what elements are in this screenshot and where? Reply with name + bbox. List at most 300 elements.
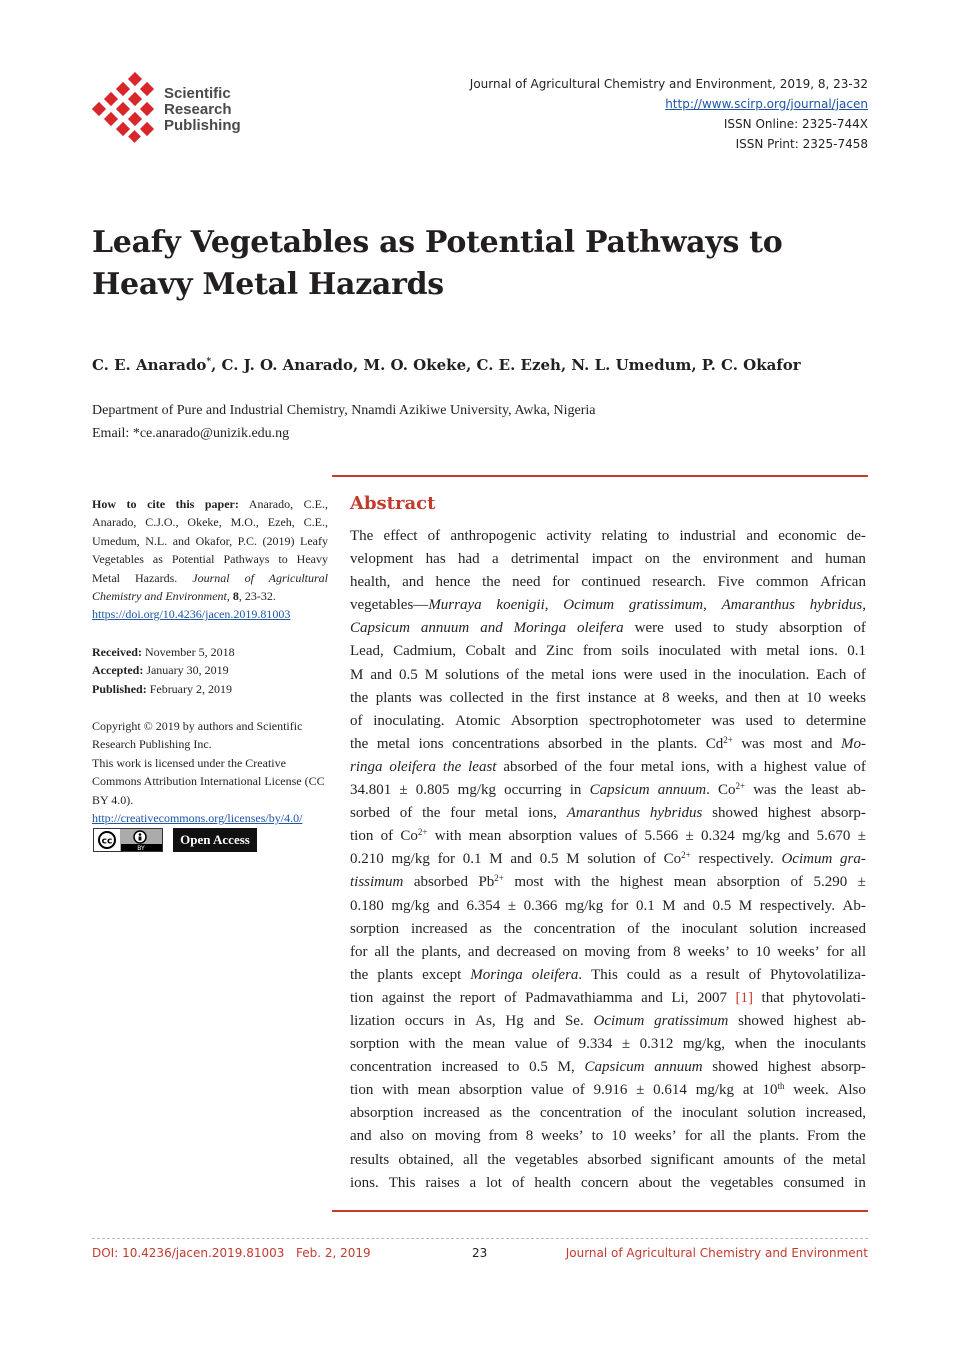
abstract-word <box>790 871 803 894</box>
text: report <box>459 989 496 1006</box>
open-access-badge[interactable]: Open Access <box>173 828 257 852</box>
text: 8 <box>673 943 681 960</box>
text: the <box>530 689 549 706</box>
abstract-word <box>813 871 847 894</box>
text: Hg <box>505 1012 524 1029</box>
abstract-line <box>350 1149 866 1172</box>
text: ions, <box>528 805 557 822</box>
abstract-word <box>584 756 602 779</box>
text: for <box>610 897 629 914</box>
abstract-word <box>793 1079 828 1102</box>
abstract-word <box>511 710 579 733</box>
abstract-word <box>755 687 781 710</box>
abstract-word <box>640 1033 674 1056</box>
abstract-word <box>422 964 461 987</box>
text: of <box>427 528 441 544</box>
text: the <box>350 966 369 983</box>
text: sorbed <box>350 805 390 822</box>
text: and <box>791 551 813 568</box>
text: Co <box>717 782 736 799</box>
text: against <box>381 989 425 1006</box>
abstract-word <box>584 1056 644 1079</box>
text: the <box>847 1128 866 1145</box>
abstract-word <box>490 1102 503 1125</box>
license-link[interactable]: http://creativecommons.org/licenses/by/4.0/ <box>92 811 303 826</box>
text: of <box>624 828 638 845</box>
abstract-word <box>592 1125 604 1148</box>
text: absorption <box>779 620 843 637</box>
text: from <box>488 1128 518 1145</box>
text: metal <box>832 1151 866 1168</box>
text: to <box>783 712 796 729</box>
abstract-word <box>794 1010 837 1033</box>
text: solution <box>749 920 798 937</box>
text: were <box>623 666 653 683</box>
text: the <box>350 689 369 706</box>
received-line <box>92 643 328 661</box>
text: on <box>644 551 660 568</box>
text: ions. <box>350 1174 379 1191</box>
text: at <box>643 689 655 706</box>
text: four <box>608 758 634 775</box>
abstract-word <box>710 1172 773 1195</box>
abstract-word <box>783 1149 796 1172</box>
text: tion <box>350 828 374 845</box>
text: Zinc <box>545 643 574 660</box>
abstract-word <box>445 664 499 687</box>
publisher-logo <box>92 72 252 146</box>
abstract-word <box>750 756 757 779</box>
abstract-word <box>825 548 866 571</box>
abstract-word <box>770 964 866 987</box>
text: phytovolati- <box>792 989 866 1006</box>
abstract-word <box>485 802 518 825</box>
italic-text: oleifera <box>389 758 437 775</box>
text: vegetables <box>514 1151 579 1168</box>
abstract-word <box>764 756 807 779</box>
abstract-word <box>492 548 499 571</box>
text: absorption <box>716 874 781 891</box>
text: first <box>555 689 581 706</box>
abstract-word <box>350 687 368 710</box>
abstract-word <box>756 571 809 594</box>
abstract-word <box>788 825 810 848</box>
text: of <box>748 966 762 983</box>
abstract-word <box>773 733 802 756</box>
text: of <box>853 666 866 683</box>
text: at <box>787 689 799 706</box>
text: the <box>422 805 441 822</box>
how-to-cite-label: How to cite this paper: <box>92 497 239 511</box>
abstract-word <box>478 871 503 894</box>
abstract-word <box>421 941 461 964</box>
abstract-word <box>399 779 407 802</box>
text: showed <box>712 1059 759 1076</box>
text: that <box>761 989 785 1006</box>
abstract-word <box>736 617 769 640</box>
text: most <box>514 874 544 891</box>
cc-by-icon <box>94 829 162 851</box>
text: and <box>533 1012 556 1029</box>
abstract-word <box>503 756 557 779</box>
text: was <box>753 782 777 799</box>
abstract-word <box>445 1033 463 1056</box>
abstract-line <box>350 1010 866 1033</box>
abstract-word <box>350 918 399 941</box>
abstract-word <box>622 1033 630 1056</box>
text: absorp- <box>820 1059 866 1076</box>
how-to-cite: How to cite this paper: Anarado, C.E., Anarado, C.J.O., Okeke, M.O., Ezeh, C.E., Umedum, N.L. and Okafor, P.C. (2019) Leafy Vegetables as Potential Pathways to Heavy Metal Hazards. Journal of Agricultural Chemistry and Environment, 8, 23-32. <box>92 497 329 604</box>
author-email: Email: *ce.anarado@unizik.edu.ng <box>92 426 290 441</box>
abstract-word <box>706 733 733 756</box>
text: 6.354 <box>466 897 501 914</box>
abstract-word <box>421 617 469 640</box>
issn-online: ISSN Online: 2325-744X <box>723 117 868 131</box>
abstract-word <box>470 1172 477 1195</box>
text: moving <box>584 943 631 960</box>
abstract-word <box>508 895 516 918</box>
affiliation: Department of Pure and Industrial Chemistry, Nnamdi Azikiwe University, Awka, Nigeria <box>92 403 596 418</box>
text: to <box>507 1059 520 1076</box>
affiliation-block <box>92 399 596 445</box>
abstract-line <box>350 710 866 733</box>
abstract-word <box>711 710 734 733</box>
abstract-line <box>350 594 866 617</box>
abstract-line <box>350 548 866 571</box>
superscript: 2+ <box>494 873 504 884</box>
abstract-word <box>817 825 851 848</box>
text: highest <box>793 1012 838 1029</box>
text: absorbed <box>548 735 603 752</box>
text: increased <box>809 920 866 937</box>
text: weeks’ <box>777 943 820 960</box>
abstract-word <box>350 1102 413 1125</box>
abstract-word <box>683 1033 725 1056</box>
text: showed <box>712 805 758 822</box>
abstract-word <box>496 594 548 617</box>
text: ions. <box>809 643 838 660</box>
abstract-word <box>450 802 475 825</box>
abstract-word <box>515 1033 547 1056</box>
abstract-word <box>467 895 501 918</box>
text: mg/kg <box>564 897 604 914</box>
text: raises <box>425 1174 460 1191</box>
abstract-word <box>510 848 532 871</box>
italic-text: least <box>468 758 497 775</box>
abstract-word <box>677 687 718 710</box>
text: of <box>572 1082 585 1099</box>
abstract-word <box>768 1056 811 1079</box>
text: ± <box>507 897 517 914</box>
text: all <box>374 943 390 960</box>
text: 9.916 <box>593 1082 628 1099</box>
text: plants. <box>657 735 698 752</box>
article-title-line2: Heavy Metal Hazards <box>92 267 444 302</box>
text: and <box>402 574 424 591</box>
text: of <box>853 758 866 775</box>
abstract-word <box>696 1079 734 1102</box>
text: highest <box>619 874 664 891</box>
abstract-word <box>473 1033 505 1056</box>
italic-text: tissimum <box>350 874 404 891</box>
abstract-word <box>718 571 745 594</box>
abstract-word <box>564 756 577 779</box>
text: with <box>716 758 744 775</box>
text: common <box>755 574 809 591</box>
abstract-word <box>350 617 410 640</box>
abstract-heading: Abstract <box>350 493 436 514</box>
abstract-word <box>463 1149 478 1172</box>
abstract-word <box>534 918 616 941</box>
italic-text: Moringa <box>470 966 523 983</box>
abstract-word <box>691 964 698 987</box>
abstract-word <box>374 941 389 964</box>
abstract-word <box>637 941 666 964</box>
text: of <box>506 666 519 683</box>
text: tion <box>350 989 374 1006</box>
abstract-word <box>534 1172 571 1195</box>
abstract-word <box>686 825 694 848</box>
text: 0.366 <box>523 897 558 914</box>
abstract-word <box>829 687 867 710</box>
text: vegetables <box>710 1174 774 1191</box>
abstract-word <box>350 871 403 894</box>
abstract-word <box>412 1125 427 1148</box>
footer-rule <box>92 1238 868 1239</box>
abstract-word <box>847 640 866 663</box>
text: Pb <box>478 874 495 891</box>
text: absorp- <box>820 805 866 822</box>
abstract-word <box>450 525 536 548</box>
abstract-word <box>671 987 688 1010</box>
text: in <box>610 735 623 752</box>
text: 0.5 <box>399 666 418 683</box>
abstract-word <box>504 918 522 941</box>
abstract-word <box>653 1079 687 1102</box>
abstract-word <box>552 571 570 594</box>
abstract-word <box>611 1125 626 1148</box>
text: and <box>370 666 393 683</box>
abstract-word <box>853 756 866 779</box>
text: from <box>582 643 613 660</box>
text: 0.312 <box>639 1036 674 1053</box>
text: of <box>627 920 640 937</box>
text: used <box>745 712 773 729</box>
abstract-line <box>350 1102 866 1125</box>
text: also <box>379 1128 404 1145</box>
text: the <box>583 758 603 775</box>
abstract-word <box>833 1149 866 1172</box>
accepted-line <box>92 661 328 679</box>
abstract-word <box>532 964 582 987</box>
text: Ab- <box>842 897 866 914</box>
abstract-word <box>425 1172 459 1195</box>
doi-link[interactable]: https://doi.org/10.4236/jacen.2019.81003 <box>92 607 291 622</box>
abstract-word <box>753 779 776 802</box>
abstract-word <box>463 848 482 871</box>
text: lot <box>486 1174 502 1191</box>
text: on <box>562 943 578 960</box>
abstract-word <box>511 548 579 571</box>
abstract-word <box>713 617 725 640</box>
text: and <box>746 528 768 544</box>
abstract-word <box>489 848 502 871</box>
abstract-word <box>673 941 681 964</box>
text: to <box>657 528 670 544</box>
text: absorption <box>508 828 572 845</box>
abstract-word <box>717 756 744 779</box>
abstract-word <box>793 987 866 1010</box>
text: 5.670 <box>816 828 851 845</box>
bottom-divider <box>332 1210 868 1212</box>
abstract-word <box>398 1149 453 1172</box>
abstract-word <box>437 895 459 918</box>
abstract-word <box>858 871 866 894</box>
abstract-word <box>504 987 517 1010</box>
citation-volume: 8 <box>232 589 239 604</box>
abstract-word <box>710 1125 725 1148</box>
abstract-word <box>470 964 523 987</box>
abstract-word <box>737 941 749 964</box>
abstract-word <box>806 687 821 710</box>
text: ab- <box>846 1012 866 1029</box>
text: mg/kg <box>457 782 496 799</box>
text: the <box>432 989 452 1006</box>
text: metal <box>640 758 675 775</box>
abstract-word <box>455 710 500 733</box>
text: to <box>713 620 725 637</box>
abstract-word <box>843 895 866 918</box>
abstract-word <box>409 1033 436 1056</box>
abstract-word <box>811 733 833 756</box>
abstract-word <box>419 733 444 756</box>
abstract-word <box>505 1010 523 1033</box>
abstract-word <box>779 617 842 640</box>
text: 0.180 <box>350 897 384 914</box>
abstract-word <box>508 1056 520 1079</box>
text: of <box>631 1105 644 1122</box>
text: had <box>458 551 480 568</box>
text: Phytovolatiliza- <box>770 966 866 983</box>
abstract-word <box>685 1125 703 1148</box>
abstract-line <box>350 664 866 687</box>
abstract-word <box>458 548 480 571</box>
abstract-word <box>788 687 799 710</box>
abstract-word <box>658 640 720 663</box>
abstract-word <box>468 941 490 964</box>
italic-text: Ocimum <box>563 597 615 614</box>
text: M <box>738 897 753 914</box>
text: inoculant <box>681 920 738 937</box>
abstract-word <box>682 1102 738 1125</box>
text: the <box>653 1105 673 1122</box>
text: M, <box>557 1059 575 1076</box>
text: in <box>569 782 582 799</box>
abstract-line <box>350 733 866 756</box>
text: for <box>437 851 456 868</box>
abstract-word <box>454 1010 466 1033</box>
text: a <box>469 1174 477 1191</box>
abstract-word <box>841 733 866 756</box>
abstract-word <box>515 640 537 663</box>
text: of <box>504 989 517 1006</box>
copyright-notice: Copyright © 2019 by authors and Scientific Research Publishing Inc. <box>92 719 303 752</box>
abstract-word <box>435 571 470 594</box>
reference-citation[interactable]: [1] <box>735 989 754 1006</box>
superscript: 2+ <box>417 827 428 838</box>
text: determine <box>806 712 866 729</box>
abstract-word <box>806 710 866 733</box>
abstract-word <box>381 825 394 848</box>
abstract-word <box>726 687 748 710</box>
abstract-word <box>718 779 745 802</box>
abstract-word <box>717 871 780 894</box>
received-date: November 5, 2018 <box>144 644 235 659</box>
abstract-word <box>820 571 866 594</box>
abstract-word <box>584 941 630 964</box>
text: the <box>503 920 522 937</box>
abstract-line <box>350 825 866 848</box>
abstract-word <box>389 1172 416 1195</box>
abstract-word <box>840 848 866 871</box>
abstract-word <box>350 779 391 802</box>
text: absorbed <box>413 874 468 891</box>
text: 10 <box>755 943 771 960</box>
text: M <box>424 666 439 683</box>
text: solution <box>587 851 636 868</box>
abstract-word <box>546 525 591 548</box>
accepted-label: Accepted: <box>92 663 144 678</box>
abstract-line <box>350 1033 866 1056</box>
journal-url-link[interactable]: http://www.scirp.org/journal/jacen <box>665 97 868 111</box>
abstract-word <box>713 664 731 687</box>
text: the <box>482 574 501 591</box>
text: the <box>776 1036 795 1053</box>
abstract-word <box>625 825 638 848</box>
text: Cadmium, <box>393 643 457 660</box>
abstract-word <box>638 1172 671 1195</box>
abstract-word <box>438 848 456 871</box>
abstract-word <box>611 895 629 918</box>
text: Absorption <box>510 712 579 729</box>
abstract-word <box>821 802 866 825</box>
text: all <box>851 943 866 960</box>
abstract-word <box>514 617 567 640</box>
abstract-word <box>512 1172 525 1195</box>
abstract-word <box>654 1102 672 1125</box>
text: could <box>626 966 661 983</box>
text: of <box>350 712 363 729</box>
text: concentrations <box>452 735 540 752</box>
abstract-word <box>847 525 866 548</box>
text: respectively. <box>759 897 835 914</box>
text: of <box>556 1036 570 1053</box>
superscript: 2+ <box>735 781 746 792</box>
abstract-line <box>350 1172 866 1195</box>
abstract-word <box>755 941 770 964</box>
text: sorption <box>350 920 400 937</box>
text: of <box>643 851 656 868</box>
text: continued <box>581 574 641 591</box>
text: activity <box>546 528 592 544</box>
abstract-word <box>712 895 731 918</box>
cc-by-badge[interactable] <box>93 828 163 852</box>
abstract-word <box>589 710 701 733</box>
italic-text: Ocimum <box>781 851 833 868</box>
text: health <box>534 1174 572 1191</box>
italic-text: Amaranthus <box>566 805 641 822</box>
abstract-word <box>418 1079 450 1102</box>
